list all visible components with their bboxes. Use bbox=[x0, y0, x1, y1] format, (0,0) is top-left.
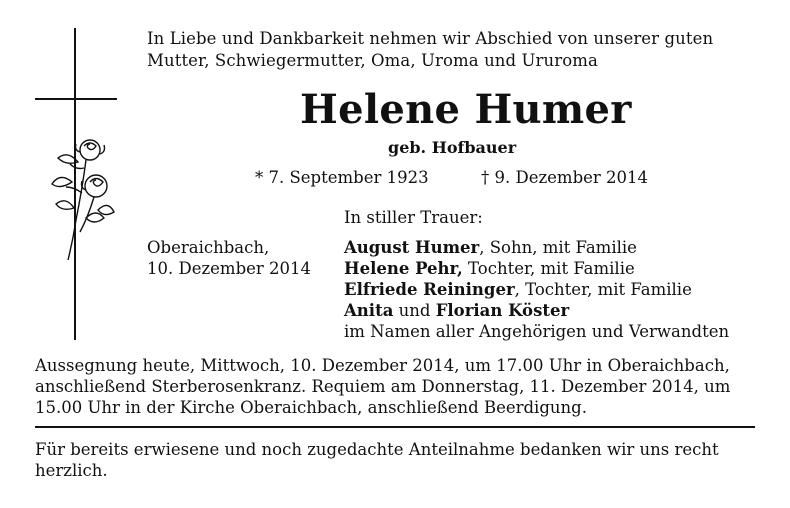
thanks-text: Für bereits erwiesene und noch zugedachte Anteilnahme bedanken wir uns recht herzlich. bbox=[35, 440, 719, 480]
mourner-name: Anita bbox=[344, 301, 394, 320]
list-item bbox=[344, 300, 729, 321]
birth-date: * 7. September 1923 bbox=[255, 168, 429, 187]
mourner-relation: Tochter, mit Familie bbox=[462, 259, 635, 278]
mourners-list bbox=[344, 237, 729, 342]
mourner-name: Elfriede Reininger bbox=[344, 280, 515, 299]
deceased-name: Helene Humer bbox=[300, 86, 632, 133]
intro-text: In Liebe und Dankbarkeit nehmen wir Abschied von unserer guten Mutter, Schwiegermutter, Oma, Uroma und Ururoma bbox=[147, 29, 714, 70]
maiden-name: geb. Hofbauer bbox=[388, 138, 517, 157]
place: Oberaichbach, bbox=[147, 238, 270, 257]
death-date: † 9. Dezember 2014 bbox=[481, 168, 649, 187]
divider bbox=[35, 426, 755, 428]
ceremony-text: Aussegnung heute, Mittwoch, 10. Dezember 2014, um 17.00 Uhr in Oberaichbach, anschließend Sterberosenkranz. Requiem am Donnerstag, 11. Dezember 2014, um 15.00 Uhr in der Kirche Oberaichbach, anschließend Beerdigung. bbox=[35, 356, 731, 417]
mourner-name: Florian Köster bbox=[435, 301, 570, 320]
mourner-relation: , Sohn, mit Familie bbox=[479, 238, 637, 257]
mourning-label: In stiller Trauer: bbox=[344, 208, 483, 227]
list-item bbox=[344, 279, 729, 300]
rose-icon bbox=[46, 132, 116, 267]
mourner-connector: und bbox=[393, 301, 436, 320]
list-item bbox=[344, 258, 729, 279]
mourner-relation: im Namen aller Angehörigen und Verwandten bbox=[344, 322, 730, 341]
place-date-text: 10. Dezember 2014 bbox=[147, 259, 312, 278]
mourner-name: Helene Pehr, bbox=[344, 259, 463, 278]
list-item bbox=[344, 237, 729, 258]
place-date bbox=[147, 237, 311, 279]
mourner-relation: , Tochter, mit Familie bbox=[514, 280, 692, 299]
mourner-name: August Humer bbox=[344, 238, 480, 257]
cross-bar bbox=[35, 98, 117, 100]
list-item bbox=[344, 321, 729, 342]
